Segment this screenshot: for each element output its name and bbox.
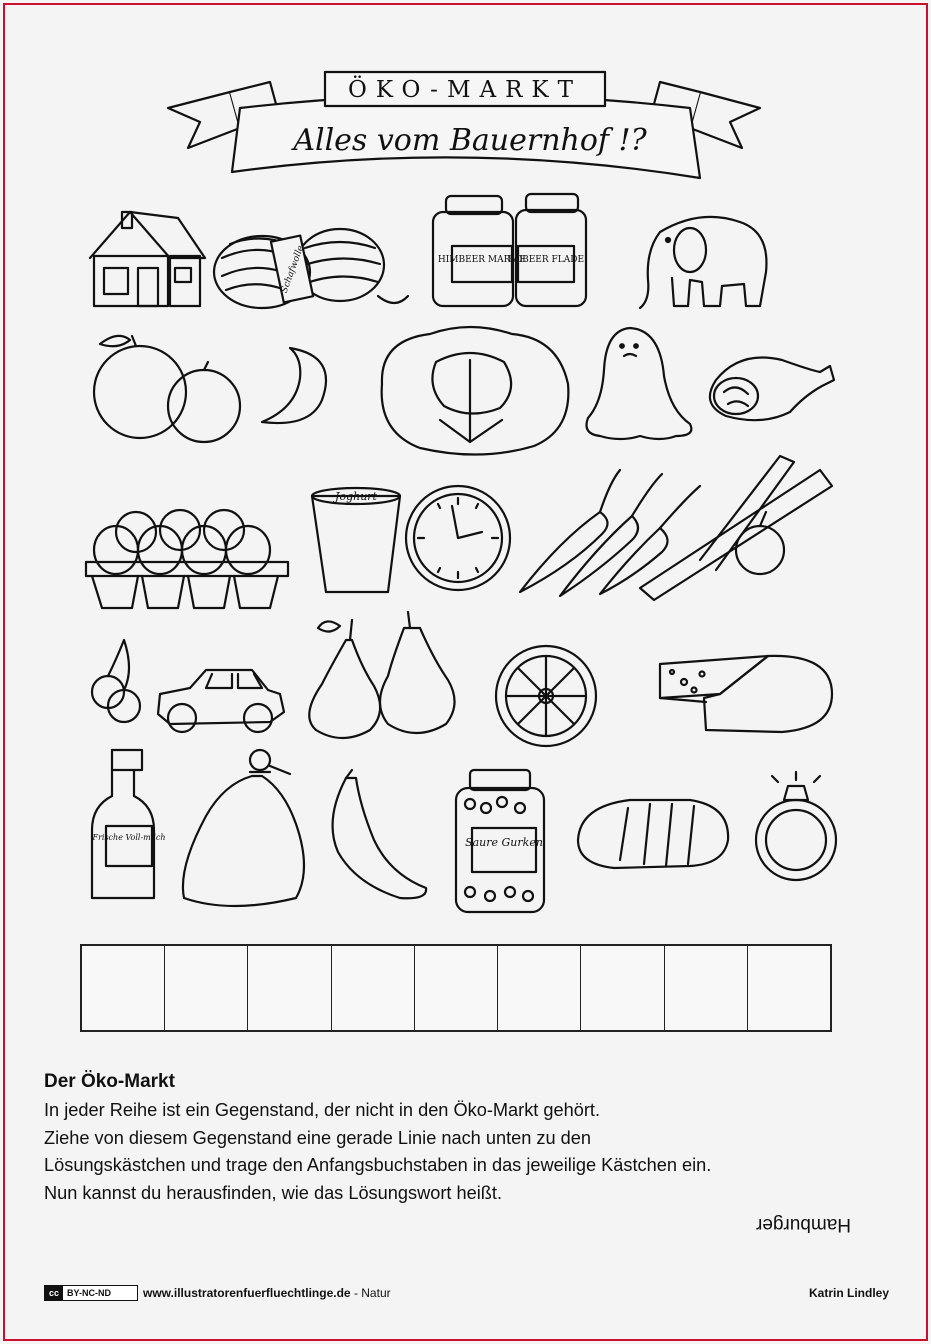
instructions-line: Ziehe von diesem Gegenstand eine gerade Linie nach unten zu den — [44, 1127, 592, 1148]
pears-icon — [309, 612, 454, 738]
jar-right-label: ROBEER FLADE — [507, 255, 585, 265]
cheese-icon — [660, 656, 832, 732]
solution-box[interactable] — [82, 946, 165, 1030]
yoghurt-label: Joghurt — [335, 490, 377, 503]
solution-box[interactable] — [748, 946, 830, 1030]
milk-bottle-icon — [92, 750, 166, 898]
footer-topic: - Natur — [353, 1286, 391, 1300]
solution-box[interactable] — [415, 946, 498, 1030]
ham-icon — [710, 358, 834, 421]
wheel-icon — [496, 646, 596, 746]
solution-box[interactable] — [498, 946, 581, 1030]
footer-source — [143, 1286, 391, 1300]
elephant-icon — [640, 217, 766, 308]
pickle-jar-icon — [456, 770, 544, 912]
moon-icon — [262, 348, 326, 423]
car-icon — [158, 670, 284, 732]
wool-label: Schafwolle — [279, 244, 307, 295]
sack-icon — [183, 750, 304, 906]
instructions-line: Lösungskästchen und trage den Anfangsbuchstaben in das jeweilige Kästchen ein. — [44, 1155, 712, 1175]
author-name: Katrin Lindley — [808, 1286, 889, 1300]
milk-label: Frische Voll-milch — [92, 833, 166, 842]
instructions-line: In jeder Reihe ist ein Gegenstand, der nicht in den Öko-Markt gehört. — [44, 1100, 601, 1120]
pickles-label: Saure Gurken — [465, 836, 543, 849]
eggs-icon — [86, 510, 288, 608]
clock-icon — [406, 486, 510, 590]
website-link[interactable]: www.illustratorenfuerfluechtlinge.de — [143, 1286, 351, 1300]
solution-box[interactable] — [665, 946, 748, 1030]
solution-box[interactable] — [248, 946, 331, 1030]
wool-icon — [214, 229, 408, 308]
house-icon — [90, 212, 205, 306]
yoghurt-icon — [312, 488, 400, 592]
bread-icon — [578, 800, 728, 868]
jar-left-label: HIMBEER MARME — [437, 255, 527, 265]
apples-icon — [94, 336, 240, 442]
footer — [44, 1285, 889, 1303]
banner-title: ÖKO-MARKT — [348, 77, 582, 103]
banner — [168, 72, 760, 178]
jam-jars-icon — [433, 194, 586, 306]
lettuce-icon — [382, 327, 569, 455]
cherries-icon — [92, 640, 140, 722]
banana-icon — [333, 770, 427, 898]
solution-boxes — [80, 944, 832, 1032]
ring-icon — [756, 772, 836, 880]
carrots-leeks-garlic-icon — [520, 456, 832, 600]
solution-box[interactable] — [165, 946, 248, 1030]
ghost-icon — [587, 328, 692, 439]
banner-subtitle: Alles vom Bauernhof !? — [293, 123, 647, 158]
instructions-heading: Der Öko-Markt — [44, 1071, 175, 1092]
solution-box[interactable] — [332, 946, 415, 1030]
license-badge — [44, 1285, 138, 1301]
answer-upside-down: Hamburger — [756, 1214, 852, 1235]
cc-icon: cc — [45, 1286, 63, 1300]
license-text: BY-NC-ND — [67, 1288, 112, 1298]
solution-box[interactable] — [581, 946, 664, 1030]
instructions-line: Nun kannst du herausfinden, wie das Lösungswort heißt. — [44, 1182, 502, 1203]
instructions — [44, 1071, 904, 1207]
